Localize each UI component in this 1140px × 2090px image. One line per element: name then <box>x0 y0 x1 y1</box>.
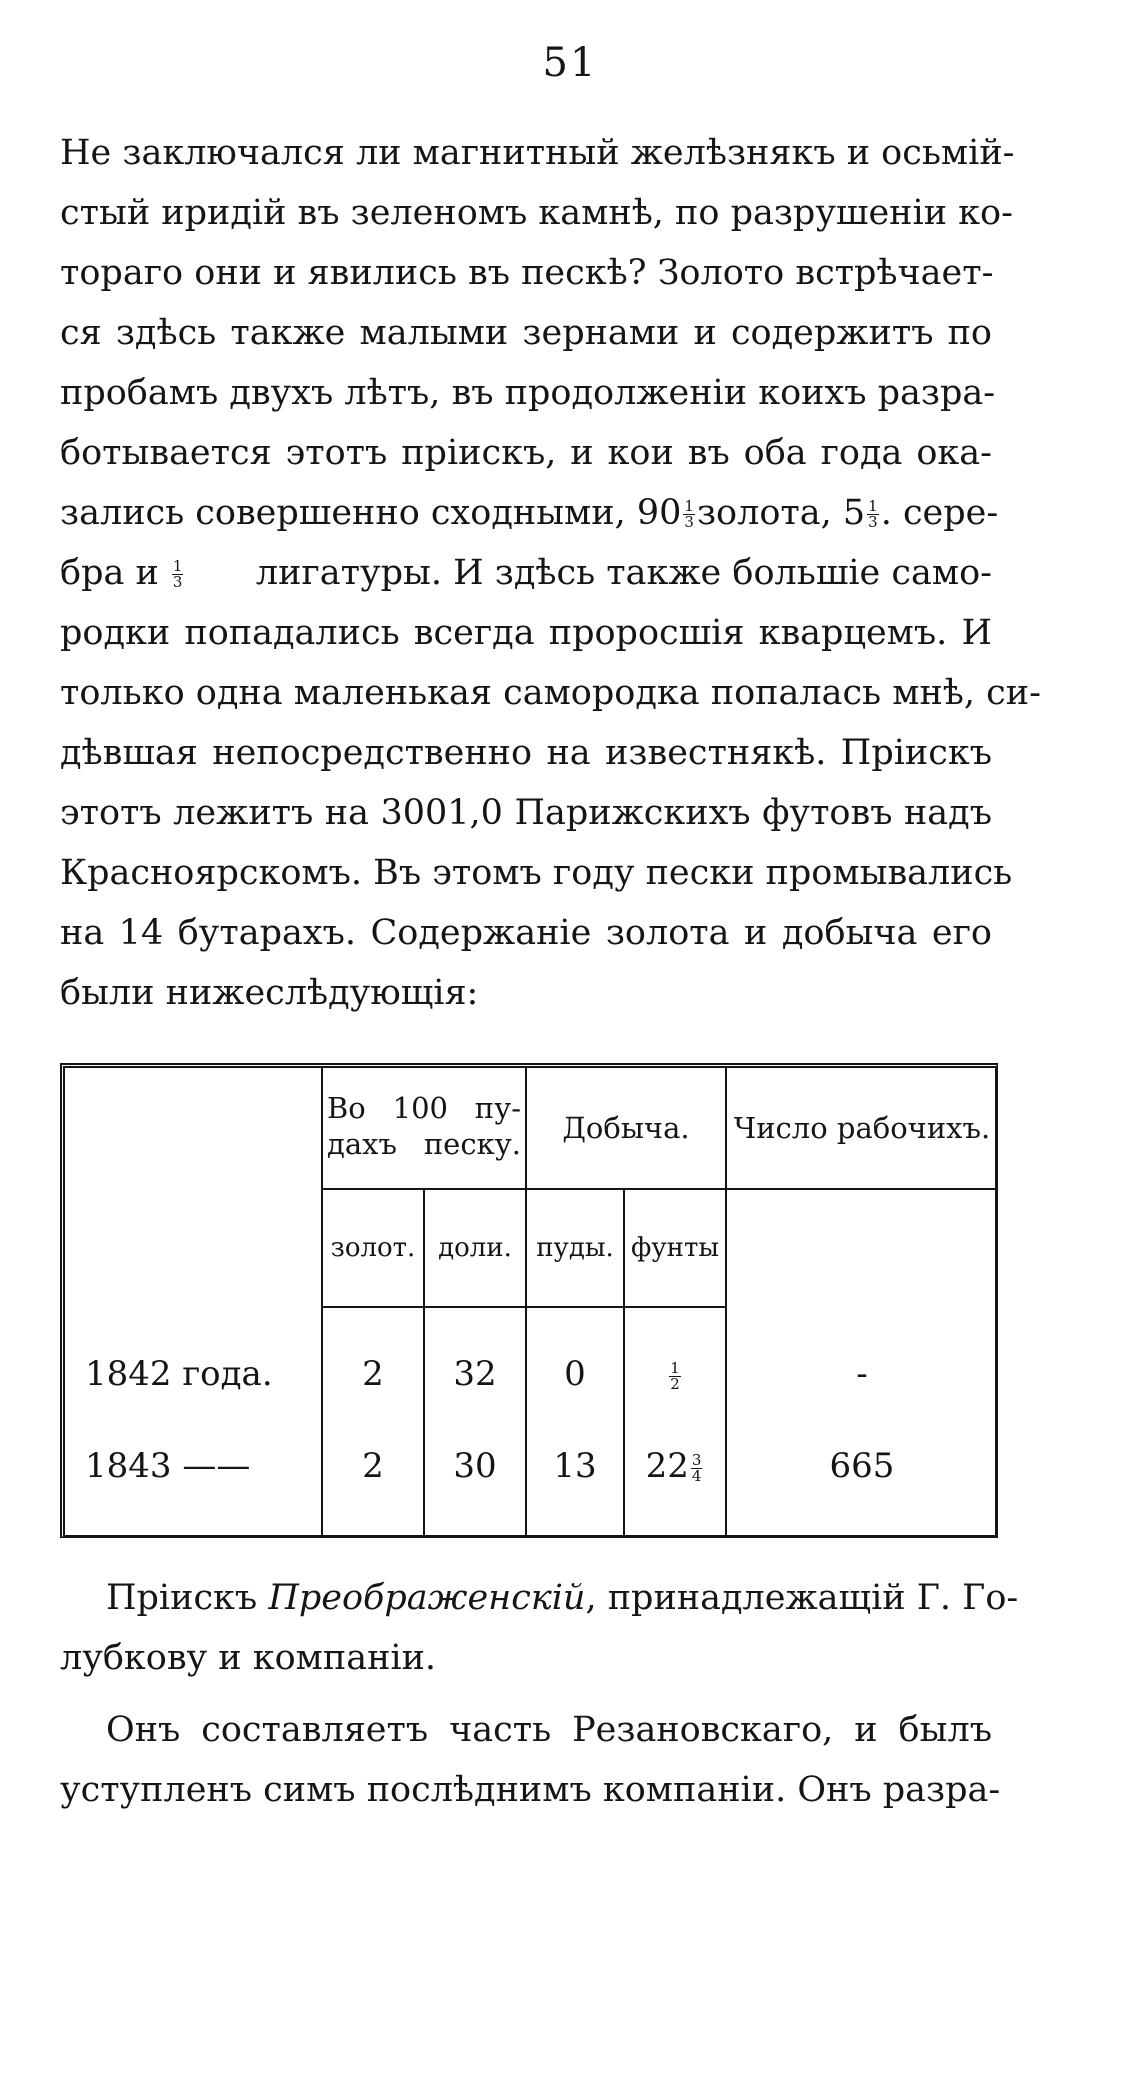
text-fragment: Пріискъ <box>106 1578 269 1618</box>
fraction-numerator: 1 <box>684 497 694 515</box>
fraction-denominator: 3 <box>172 573 183 591</box>
text-fragment <box>60 543 185 603</box>
text-fragment <box>697 483 998 543</box>
table-rule <box>321 1188 995 1190</box>
text-line-last: были нижеслѣдующія: <box>60 973 479 1013</box>
data-table <box>60 1063 998 1538</box>
paragraph-heading <box>60 1568 1019 1688</box>
mine-name: Преображенскій <box>268 1578 586 1618</box>
table-cell-workers: 665 <box>829 1446 895 1486</box>
text-line: стый иридій въ зеленомъ камнѣ, по разрушеніи ко- <box>60 193 1013 233</box>
subheader-funty: фунты <box>630 1233 720 1263</box>
table-row-year: 1843 —— <box>85 1446 251 1486</box>
text-line: только одна маленькая самородка попалась мнѣ, си- <box>60 673 1041 713</box>
table-cell-pudy: 0 <box>564 1354 586 1394</box>
table-cell-pudy: 13 <box>553 1446 597 1486</box>
fraction <box>683 499 695 530</box>
subheader-pudy: пуды. <box>536 1233 614 1263</box>
header-line: дахъ песку. <box>327 1127 521 1161</box>
fraction-denominator: 2 <box>670 1374 680 1393</box>
text-line: Не заключался ли магнитный желѣзнякъ и осьмій- <box>60 133 1015 173</box>
paragraph-main <box>60 123 1041 1023</box>
fraction-numerator: 1 <box>670 1358 680 1377</box>
header-workers: Число рабочихъ. <box>733 1111 991 1145</box>
text-line: лубкову и компаніи. <box>60 1638 437 1678</box>
fraction <box>691 1450 703 1485</box>
fraction <box>172 559 184 590</box>
table-row-year: 1842 года. <box>85 1354 273 1394</box>
fraction-denominator: 3 <box>684 513 694 531</box>
paragraph-final <box>60 1700 1001 1820</box>
subheader-dolei: доли. <box>438 1233 512 1263</box>
table-cell-zolot: 2 <box>362 1354 384 1394</box>
header-sand-content <box>327 1090 521 1162</box>
text-line: уступленъ симъ послѣднимъ компаніи. Онъ разра- <box>60 1770 1001 1810</box>
fraction-numerator: 3 <box>691 1450 702 1469</box>
page-number: 51 <box>542 40 598 86</box>
fraction-numerator: 1 <box>172 557 183 575</box>
fraction-denominator: 4 <box>691 1466 702 1485</box>
fraction-numerator: 1 <box>868 497 878 515</box>
header-line: Во 100 пу- <box>327 1091 521 1125</box>
text-fragment: лигатуры. И здѣсь также большіе само- <box>255 553 992 593</box>
text-line: этотъ лежитъ на 3001,0 Парижскихъ футовъ надъ <box>60 793 992 833</box>
text-fragment: зались совершенно сходными, 90 <box>60 493 682 533</box>
text-line: ся здѣсь также малыми зернами и содержитъ по <box>60 313 992 353</box>
text-line: Онъ составляетъ часть Резановскаго, и былъ <box>106 1710 992 1750</box>
table-cell-dolei: 30 <box>453 1446 497 1486</box>
text-line: тораго они и явились въ пескѣ? Золото встрѣчает- <box>60 253 994 293</box>
text-line-with-fractions <box>60 483 999 543</box>
fraction <box>669 1358 681 1393</box>
header-output: Добыча. <box>562 1111 690 1145</box>
table-cell-dolei: 32 <box>453 1354 497 1394</box>
subheader-zolot: золот. <box>330 1233 416 1263</box>
table-cell-funty <box>625 1356 725 1392</box>
table-cell-funty <box>625 1448 725 1484</box>
text-fragment: . сере- <box>880 493 999 533</box>
text-fragment <box>60 483 697 543</box>
text-line: Красноярскомъ. Въ этомъ году пески промывались <box>60 853 1013 893</box>
text-fragment: бра и <box>60 553 170 593</box>
text-line: на 14 бутарахъ. Содержаніе золота и добыча его <box>60 913 992 953</box>
text-line-with-italic <box>60 1568 1019 1628</box>
text-line: пробамъ двухъ лѣтъ, въ продолженіи коихъ разра- <box>60 373 996 413</box>
table-cell-workers: - <box>856 1354 868 1394</box>
text-fragment: , принадлежащій Г. Го- <box>585 1578 1019 1618</box>
table-cell-zolot: 2 <box>362 1446 384 1486</box>
text-line: дѣвшая непосредственно на известнякѣ. Пріискъ <box>60 733 992 773</box>
funty-whole: 22 <box>645 1446 689 1486</box>
text-line: ботывается этотъ пріискъ, и кои въ оба года ока- <box>60 433 992 473</box>
table-rule <box>321 1306 725 1308</box>
text-line-with-fraction <box>60 543 992 603</box>
fraction-denominator: 3 <box>868 513 878 531</box>
fraction <box>867 499 879 530</box>
text-line: родки попадались всегда проросшія кварцемъ. И <box>60 613 992 653</box>
text-fragment: золота, 5 <box>696 493 866 533</box>
